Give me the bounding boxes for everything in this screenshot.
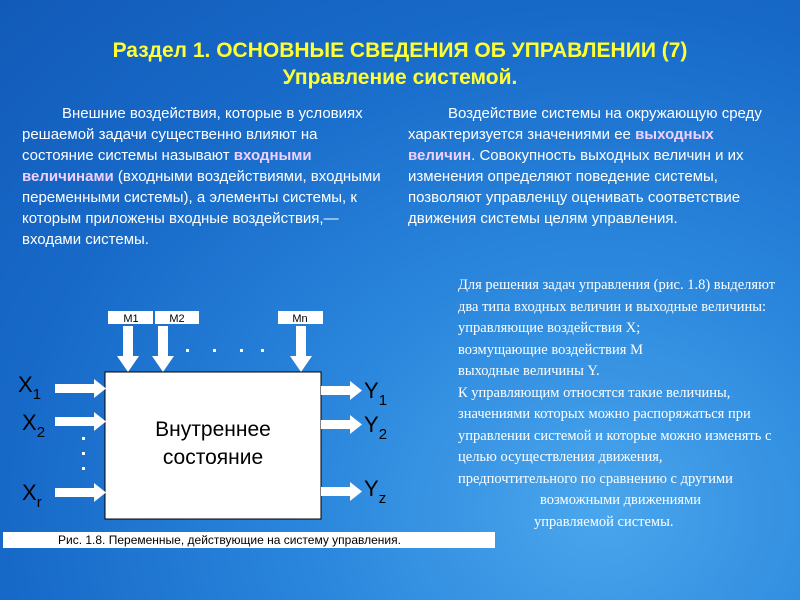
m1-arrow	[117, 326, 139, 372]
system-diagram	[0, 300, 410, 540]
y2-label: $Y_2$	[364, 412, 388, 443]
control-item-m: возмущающие воздействия М	[458, 341, 643, 358]
mn-label: Mn	[292, 313, 308, 325]
x2-label: $X_2$	[22, 410, 46, 441]
block-label-line1: Внутреннее	[155, 418, 271, 441]
input-ellipsis	[82, 437, 85, 470]
m2-arrow	[152, 326, 174, 372]
output-quantities-term: выходных величин	[408, 126, 714, 164]
yz-label: $Y_z$	[364, 476, 387, 507]
control-types-text	[432, 275, 782, 533]
x1-arrow	[55, 379, 106, 398]
input-quantities-term: входными величинами	[22, 147, 312, 185]
control-item-y: выходные величины Y.	[458, 363, 600, 379]
y1-label: $Y_1$	[364, 378, 388, 409]
yz-arrow	[321, 482, 362, 501]
control-item-x: управляющие воздействия X;	[458, 320, 641, 336]
left-text-2: (входными воздействиями, входными переменными системы), а элементы системы, к которым приложены входные воздействия,— входами системы.	[22, 168, 381, 248]
left-text-1: Внешние воздействия, которые в условиях решаемой задачи существенно влияют на состояние системы называют	[22, 105, 363, 164]
title-line-1: Раздел 1. ОСНОВНЫЕ СВЕДЕНИЯ ОБ УПРАВЛЕНИИ (7)	[112, 39, 688, 62]
top-ellipsis	[186, 349, 264, 352]
xr-label: $X_r$	[22, 480, 42, 511]
title-line-2: Управление системой.	[282, 66, 518, 89]
control-definition-cont2: управляемой системы.	[534, 513, 674, 530]
right-text-2: . Совокупность выходных величин и их изменения определяют поведение системы, позволяют управленцу оценивать соответствие движения системы целям управления.	[408, 147, 744, 227]
control-definition-cont1: возможными движениями	[540, 492, 702, 508]
control-types-intro: Для решения задач управления (рис. 1.8) выделяют два типа входных величин и выходные величины:	[458, 277, 776, 315]
slide-title	[0, 37, 800, 91]
y2-arrow	[321, 415, 362, 434]
m1-label: M1	[123, 313, 139, 325]
right-text-1: Воздействие системы на окружающую среду характеризуется значениями ее	[408, 105, 762, 143]
block-label-line2: состояние	[162, 446, 264, 469]
figure-caption: Рис. 1.8. Переменные, действующие на систему управления.	[3, 532, 495, 548]
xr-arrow	[55, 483, 106, 502]
m2-label: M2	[169, 313, 185, 325]
input-quantities-paragraph	[22, 103, 392, 250]
output-quantities-paragraph	[408, 103, 780, 229]
mn-arrow	[290, 326, 312, 372]
x2-arrow	[55, 412, 106, 431]
x1-label: $X_1$	[18, 372, 42, 403]
control-definition: К управляющим относятся такие величины, значениями которых можно распоряжаться при управлении системой и которые можно изменять с целью осуществления движения, предпочтительного по сравнению с другими	[458, 384, 772, 487]
y1-arrow	[321, 381, 362, 400]
